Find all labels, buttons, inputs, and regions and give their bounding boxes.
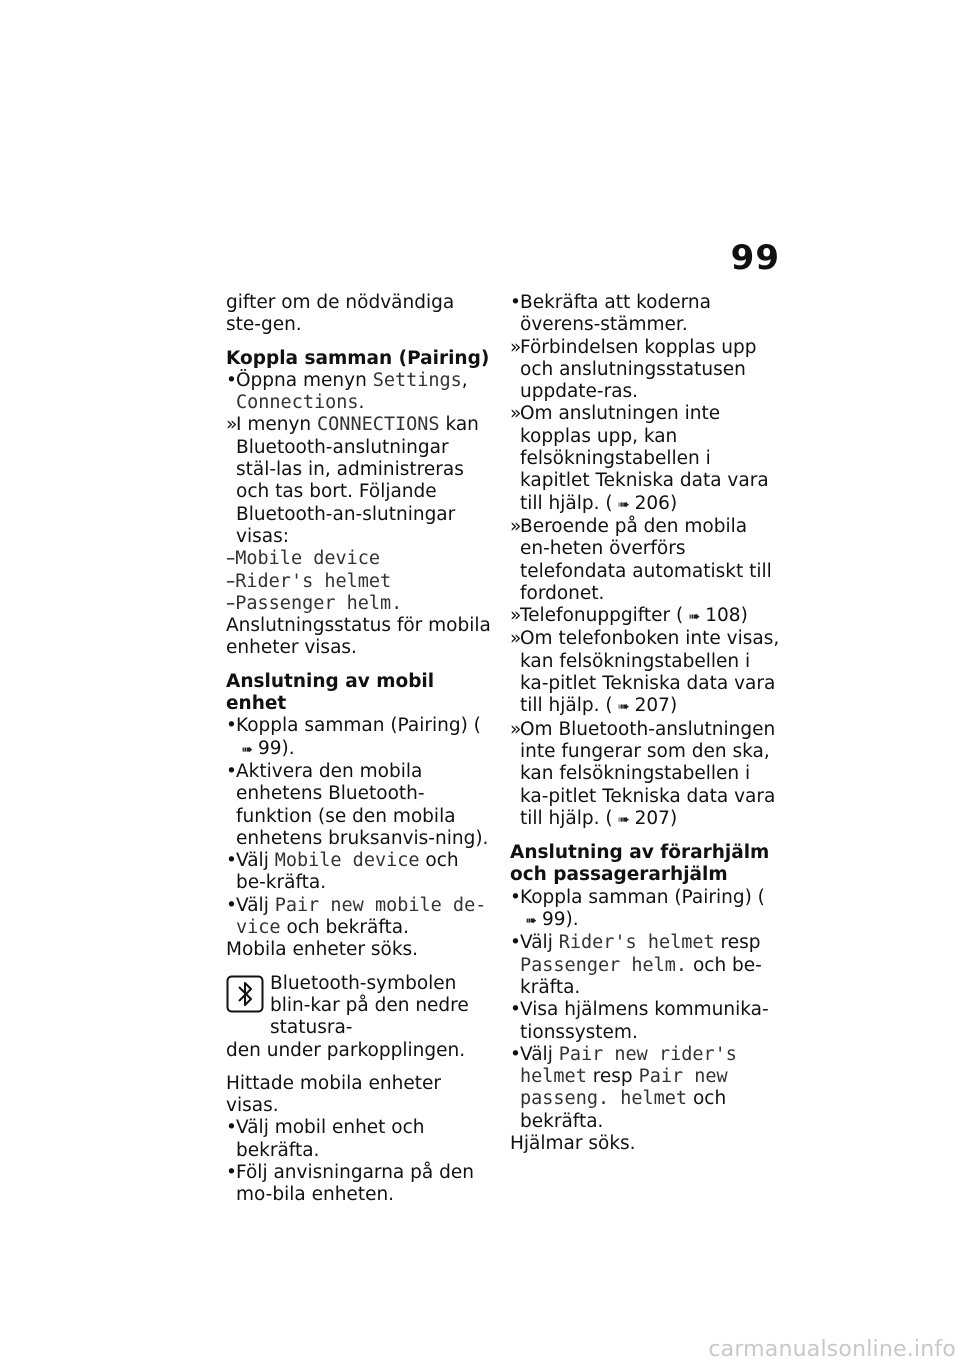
bullet-marker: • [510, 1043, 521, 1065]
result-connection-failed: » Om anslutningen inte kopplas upp, kan felsökningstabellen i kapitlet Tekniska data vara till hjälp. ( ➠ 206) [510, 403, 782, 515]
menu-connections-caps: CONNECTIONS [317, 414, 440, 436]
result-connection-established: » Förbindelsen kopplas upp och anslutningsstatusen uppdate-ras. [510, 336, 757, 403]
result-phone-data-transfer: » Beroende på den mobila en-heten överförs telefondata automatiskt till fordonet. [510, 515, 772, 604]
bluetooth-note-tail: den under parkopplingen. [226, 1039, 466, 1061]
connection-mobile-device: –Mobile device [226, 548, 381, 570]
step-pair-new-mobile: • Välj Pair new mobile de-vice och bekräfta. [226, 894, 487, 939]
menu-settings: Settings [372, 369, 462, 391]
bluetooth-note [226, 973, 492, 1040]
bullet-marker: • [226, 850, 237, 872]
result-bluetooth-malfunction: » Om Bluetooth-anslutningen inte fungerar som den ska, kan felsökningstabellen i ka-pitlet Tekniska data vara till hjälp. ( ➠ 207) [510, 719, 782, 831]
right-column [510, 292, 782, 1155]
status-text: Anslutningsstatus för mobila enheter visas. [226, 615, 491, 659]
dash-marker: – [226, 592, 236, 614]
bullet-marker: • [510, 999, 521, 1021]
result-connections-menu: » I menyn CONNECTIONS kan Bluetooth-anslutningar stäl-las in, administreras och tas bort. Följande Bluetooth-an-slutningar visas: [226, 414, 479, 547]
result-phonebook-missing: » Om telefonboken inte visas, kan felsökningstabellen i ka-pitlet Tekniska data vara till hjälp. ( ➠ 207) [510, 628, 782, 718]
found-text: Hittade mobila enheter visas. [226, 1072, 441, 1117]
page-reference-arrow-icon: ➠ [241, 741, 253, 758]
page-number: 99 [730, 238, 780, 278]
menu-connections: Connections [236, 392, 359, 414]
helmets-searching-text: Hjälmar söks. [510, 1132, 636, 1154]
result-marker: » [510, 336, 522, 358]
watermark: carmanualsonline.info [708, 1337, 956, 1362]
result-marker: » [510, 403, 522, 425]
page-reference: 108 [705, 605, 741, 627]
page-reference-arrow-icon: ➠ [617, 699, 630, 716]
step-select-device: • Välj mobil enhet och bekräfta. [226, 1117, 425, 1161]
page-reference: 99 [258, 737, 282, 759]
bullet-marker: • [510, 932, 521, 954]
result-marker: » [510, 718, 522, 740]
result-marker: » [510, 628, 522, 650]
step-pairing-reference: • Koppla samman (Pairing) (➠ 99). [226, 715, 492, 761]
step-follow-instructions: • Följ anvisningarna på den mo-bila enheten. [226, 1161, 474, 1206]
heading-mobile-device: Anslutning av mobil enhet [226, 670, 435, 715]
step-select-mobile-device: • Välj Mobile device och be-kräfta. [226, 850, 459, 894]
heading-pairing: Koppla samman (Pairing) [226, 347, 490, 369]
searching-text: Mobila enheter söks. [226, 939, 419, 961]
bullet-marker: • [510, 292, 521, 313]
page-reference-arrow-icon: ➠ [688, 609, 701, 626]
dash-marker: – [226, 548, 236, 570]
result-marker: » [510, 515, 522, 537]
bullet-marker: • [226, 1161, 237, 1183]
page-reference-arrow-icon: ➠ [525, 913, 537, 930]
bullet-marker: • [226, 894, 237, 916]
step-pair-new-helmet: • Välj Pair new rider's helmet resp Pair new passeng. helmet och bekräfta. [510, 1043, 737, 1132]
connection-rider-helmet: –Rider's helmet [226, 570, 392, 592]
bullet-marker: • [510, 886, 521, 908]
left-column [226, 292, 492, 1207]
step-open-menu: • Öppna menyn Settings, Connections. [226, 369, 468, 414]
result-marker: » [510, 605, 522, 627]
step-confirm-codes: • Bekräfta att koderna överens-stämmer. [510, 292, 711, 336]
page-reference: 99 [542, 909, 566, 931]
connection-passenger-helmet: –Passenger helm. [226, 592, 403, 614]
result-phone-info: » Telefonuppgifter ( ➠ 108) [510, 605, 782, 628]
bullet-marker: • [226, 715, 237, 737]
page-reference-arrow-icon: ➠ [617, 811, 630, 828]
page-reference: 207 [634, 695, 670, 717]
heading-helmet-connection: Anslutning av förarhjälm och passagerarhjälm [510, 842, 770, 886]
bluetooth-note-text: Bluetooth-symbolen blin-kar på den nedre statusra- [270, 972, 469, 1039]
step-select-helmet: • Välj Rider's helmet resp Passenger helm. och be-kräfta. [510, 932, 762, 998]
dash-marker: – [226, 570, 236, 592]
bullet-marker: • [226, 760, 237, 782]
bullet-marker: • [226, 1117, 237, 1139]
intro-text: gifter om de nödvändiga ste-gen. [226, 292, 455, 336]
page-reference-arrow-icon: ➠ [617, 496, 630, 513]
page-reference: 206 [634, 492, 670, 514]
step-activate-bluetooth: • Aktivera den mobila enhetens Bluetooth-funktion (se den mobila enhetens bruksanvis-ning). [226, 760, 489, 849]
result-marker: » [226, 414, 238, 436]
step-pairing-reference: • Koppla samman (Pairing) (➠ 99). [510, 887, 782, 933]
step-show-helmet-system: • Visa hjälmens kommunika-tionssystem. [510, 999, 769, 1043]
bluetooth-icon [226, 975, 264, 1013]
bullet-marker: • [226, 369, 237, 391]
page-reference: 207 [634, 807, 670, 829]
